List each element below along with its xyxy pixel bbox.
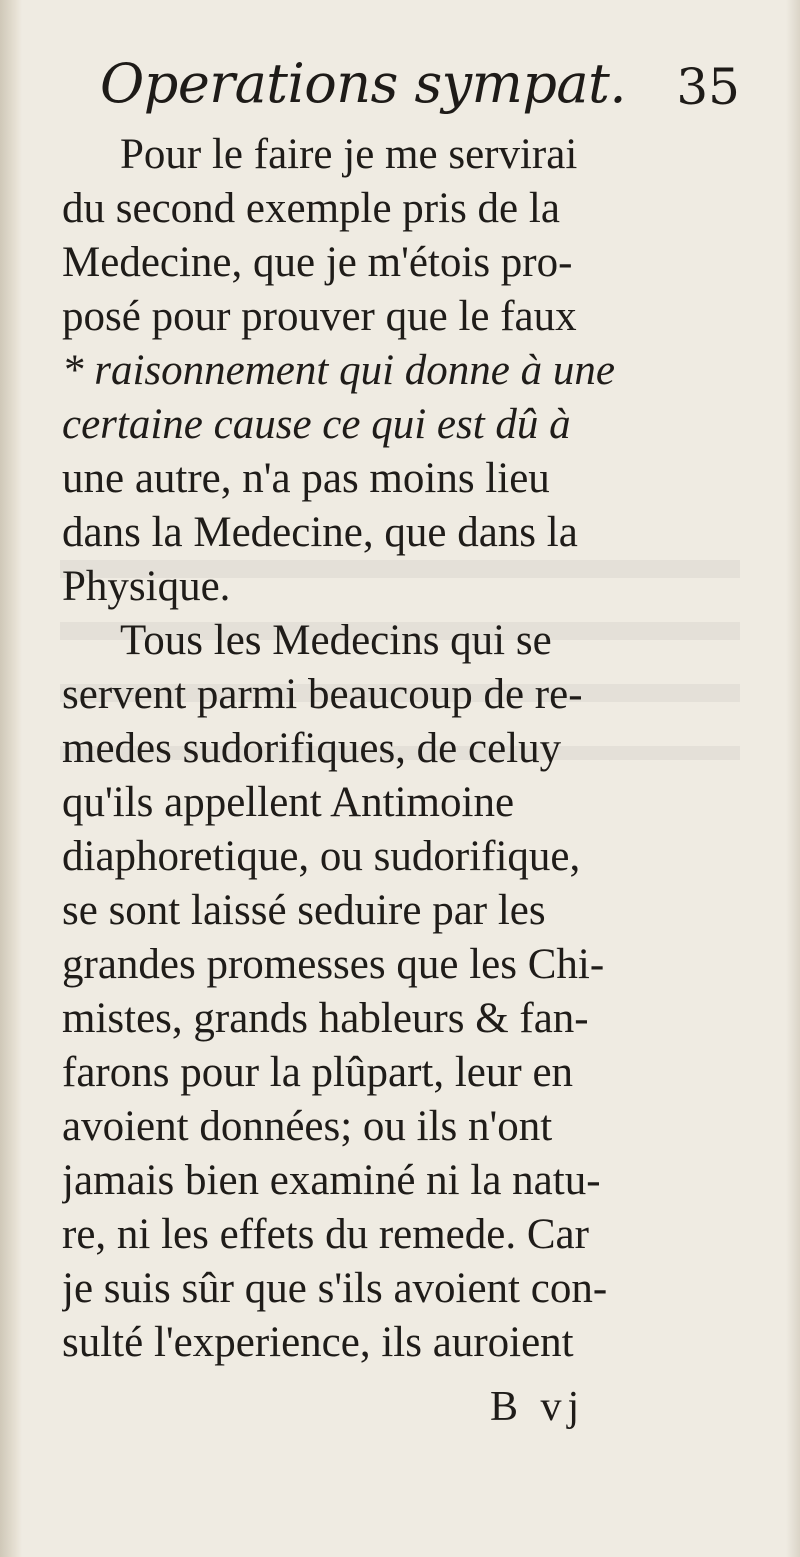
text-line: grandes promesses que les Chi- bbox=[62, 941, 605, 988]
text-line: je suis sûr que s'ils avoient con- bbox=[62, 1265, 608, 1312]
text-line: une autre, n'a pas moins lieu bbox=[62, 455, 550, 502]
text-line: medes sudorifiques, de celuy bbox=[62, 725, 562, 772]
text-line: Physique. bbox=[62, 563, 231, 610]
text-line: re, ni les effets du remede. Car bbox=[62, 1211, 589, 1258]
running-title: Operations sympat. bbox=[100, 52, 626, 115]
text-line: Pour le faire je me servirai bbox=[120, 131, 578, 178]
text-line: farons pour la plûpart, leur en bbox=[62, 1049, 574, 1096]
page-edge-shadow bbox=[786, 0, 800, 1557]
text-line: du second exemple pris de la bbox=[62, 185, 560, 232]
text-line: posé pour prouver que le faux bbox=[62, 293, 577, 340]
text-line: dans la Medecine, que dans la bbox=[62, 509, 578, 556]
signature-mark: B vj bbox=[490, 1384, 586, 1430]
page-header bbox=[100, 52, 740, 132]
text-line: diaphoretique, ou sudorifique, bbox=[62, 833, 581, 880]
text-line-italic: * raisonnement qui donne à une bbox=[62, 347, 615, 394]
page-number: 35 bbox=[676, 58, 740, 116]
text-line: qu'ils appellent Antimoine bbox=[62, 779, 515, 826]
text-line: jamais bien examiné ni la natu- bbox=[62, 1157, 601, 1204]
text-line: avoient données; ou ils n'ont bbox=[62, 1103, 553, 1150]
text-line: Tous les Medecins qui se bbox=[120, 617, 552, 664]
text-line: se sont laissé seduire par les bbox=[62, 887, 546, 934]
text-line-italic: certaine cause ce qui est dû à bbox=[62, 401, 571, 448]
text-line: Medecine, que je m'étois pro- bbox=[62, 239, 573, 286]
body-text bbox=[62, 128, 742, 1370]
text-line: sulté l'experience, ils auroient bbox=[62, 1319, 574, 1366]
text-line: servent parmi beaucoup de re- bbox=[62, 671, 583, 718]
text-line: mistes, grands hableurs & fan- bbox=[62, 995, 589, 1042]
page-spine-edge bbox=[0, 0, 22, 1557]
